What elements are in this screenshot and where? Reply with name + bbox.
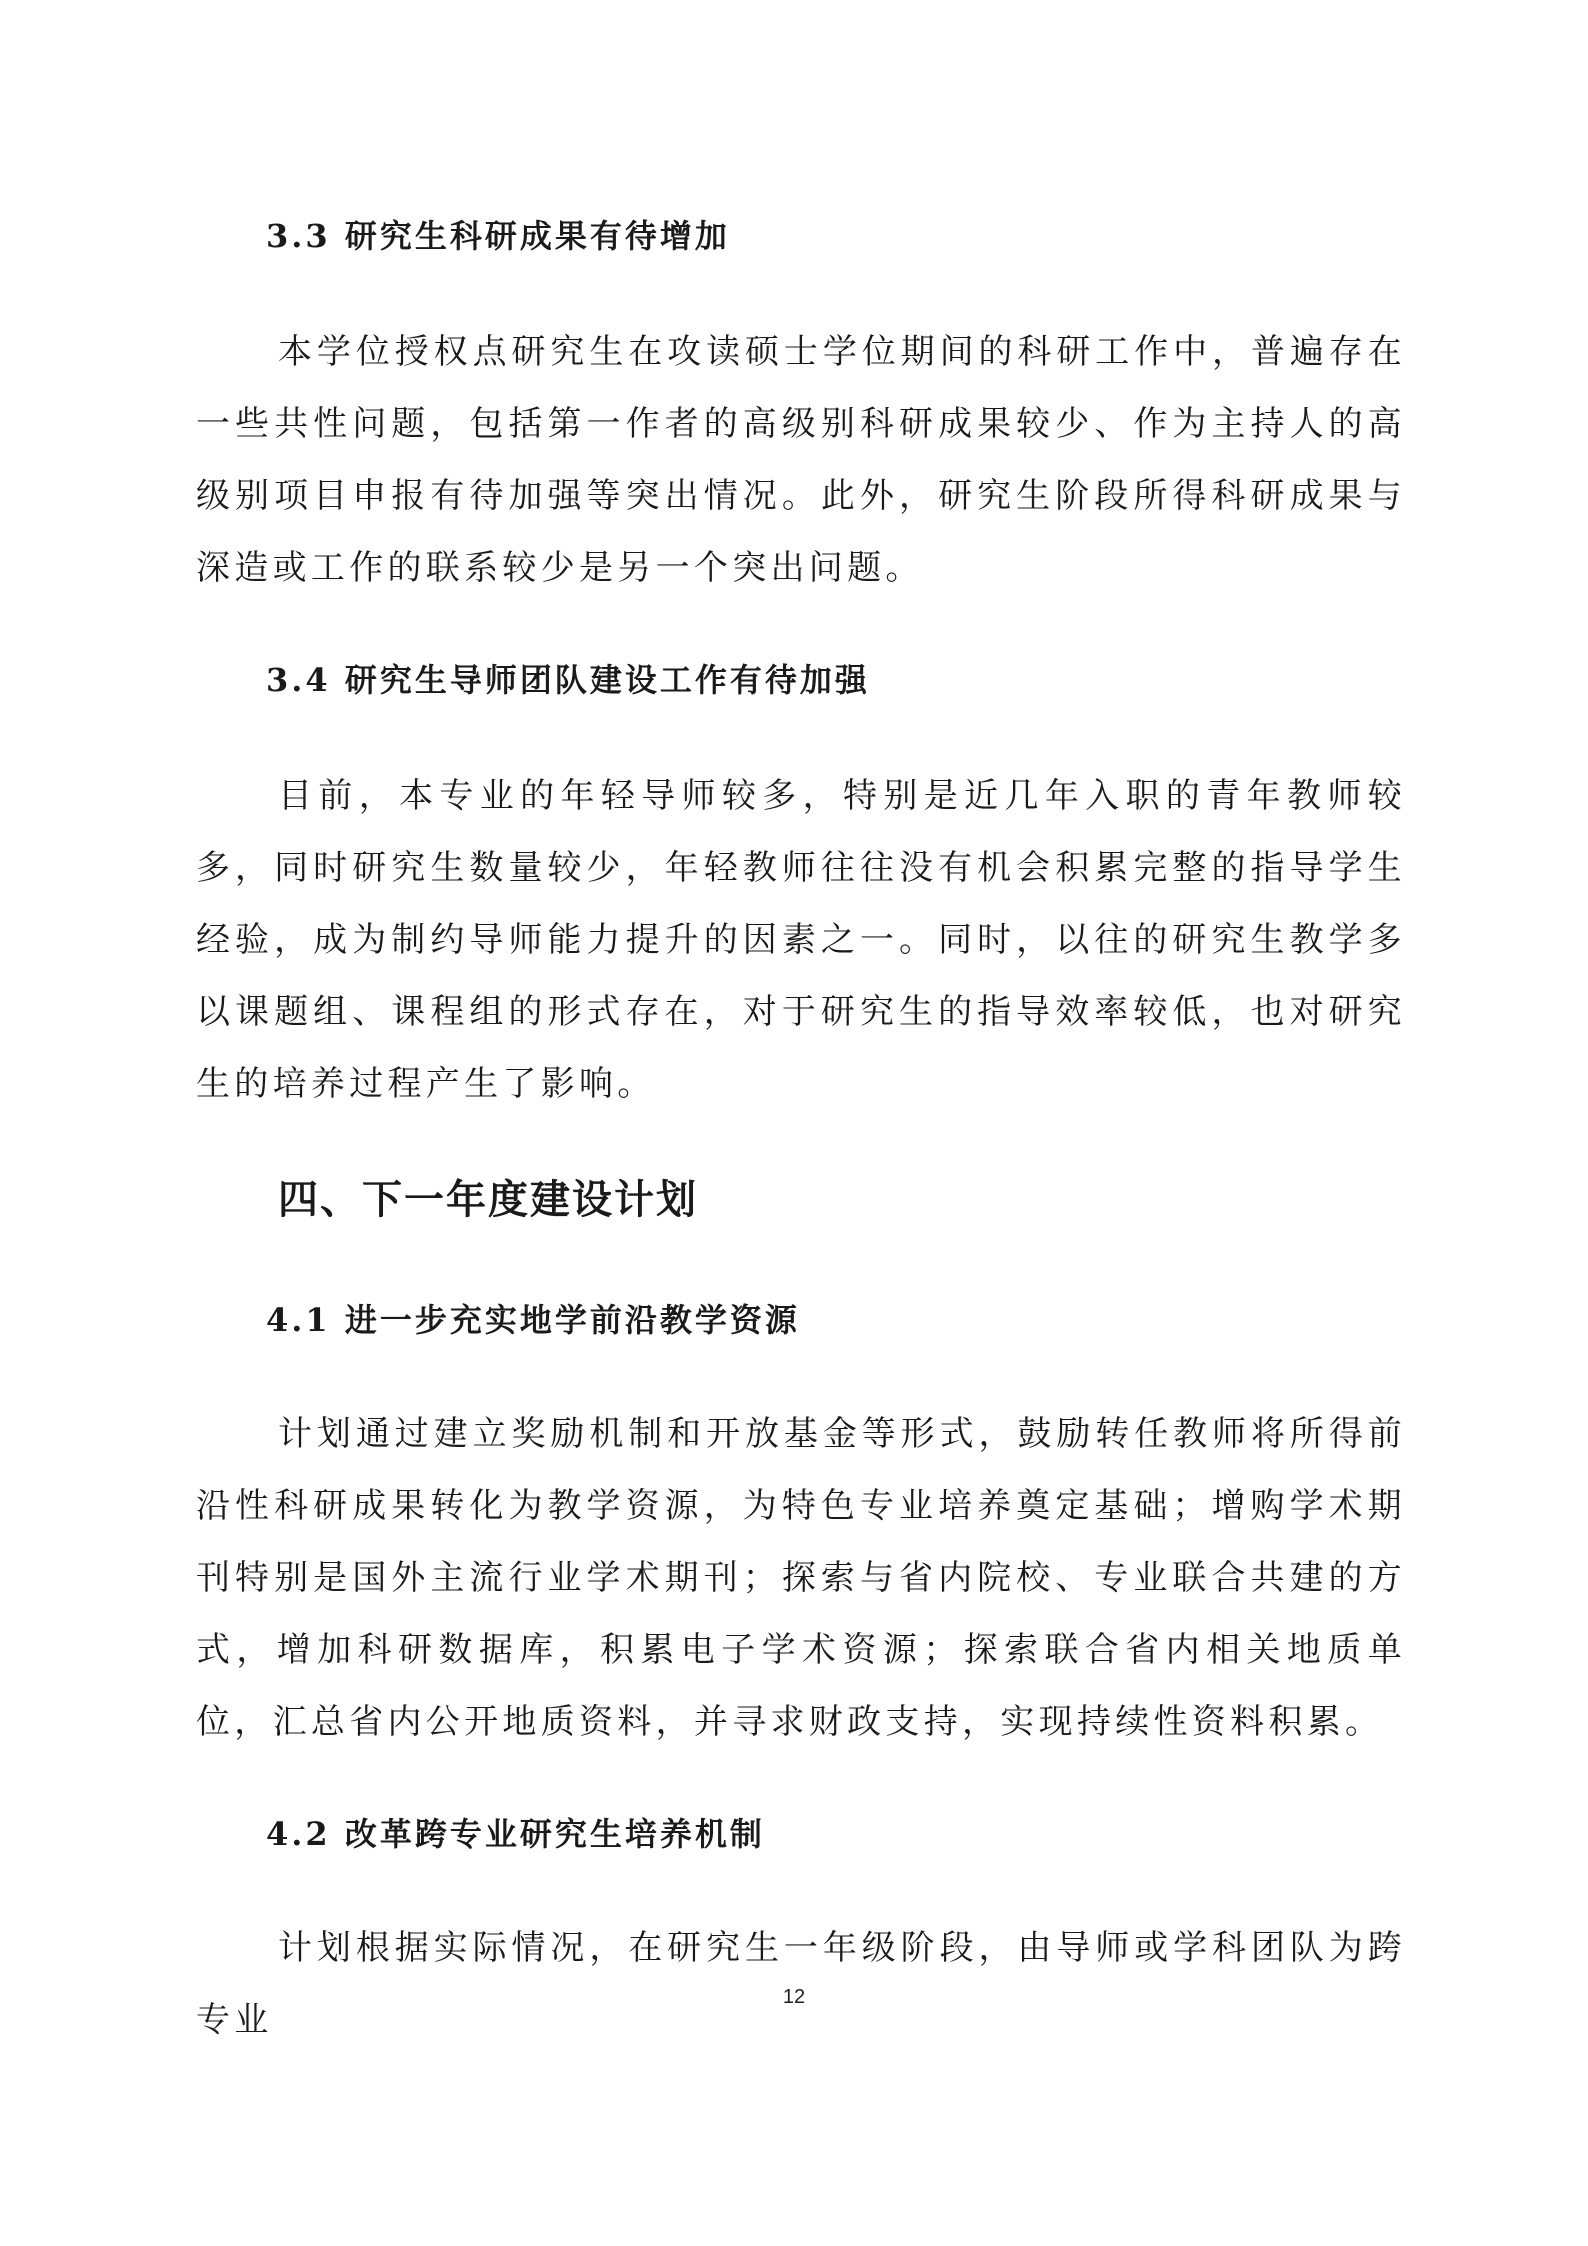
section-3-4-heading: 3.4 研究生导师团队建设工作有待加强 (266, 661, 870, 699)
section-3-4-paragraph: 目前，本专业的年轻导师较多，特别是近几年入职的青年教师较多，同时研究生数量较少，年轻教师往往没有机会积累完整的指导学生经验，成为制约导师能力提升的因素之一。同时，以往的研究生教学多以课题组、课程组的形式存在，对于研究生的指导效率较低，也对研究生的培养过程产生了影响。 (196, 776, 1406, 1104)
section-4-2-heading: 4.2 改革跨专业研究生培养机制 (266, 1815, 765, 1853)
section-4-1-heading: 4.1 进一步充实地学前沿教学资源 (266, 1301, 800, 1339)
section-4-2-paragraph: 计划根据实际情况，在研究生一年级阶段，由导师或学科团队为跨专业 (196, 1928, 1406, 2040)
section-3-3-paragraph: 本学位授权点研究生在攻读硕士学位期间的科研工作中，普遍存在一些共性问题，包括第一作者的高级别科研成果较少、作为主持人的高级别项目申报有待加强等突出情况。此外，研究生阶段所得科研成果与深造或工作的联系较少是另一个突出问题。 (196, 332, 1406, 588)
section-4-1-paragraph: 计划通过建立奖励机制和开放基金等形式，鼓励转任教师将所得前沿性科研成果转化为教学资源，为特色专业培养奠定基础；增购学术期刊特别是国外主流行业学术期刊；探索与省内院校、专业联合共建的方式，增加科研数据库，积累电子学术资源；探索联合省内相关地质单位，汇总省内公开地质资料，并寻求财政支持，实现持续性资料积累。 (196, 1414, 1406, 1742)
page-number: 12 (782, 1986, 806, 2008)
section-3-3-heading: 3.3 研究生科研成果有待增加 (266, 217, 730, 255)
chapter-4-heading: 四、下一年度建设计划 (278, 1177, 698, 1223)
